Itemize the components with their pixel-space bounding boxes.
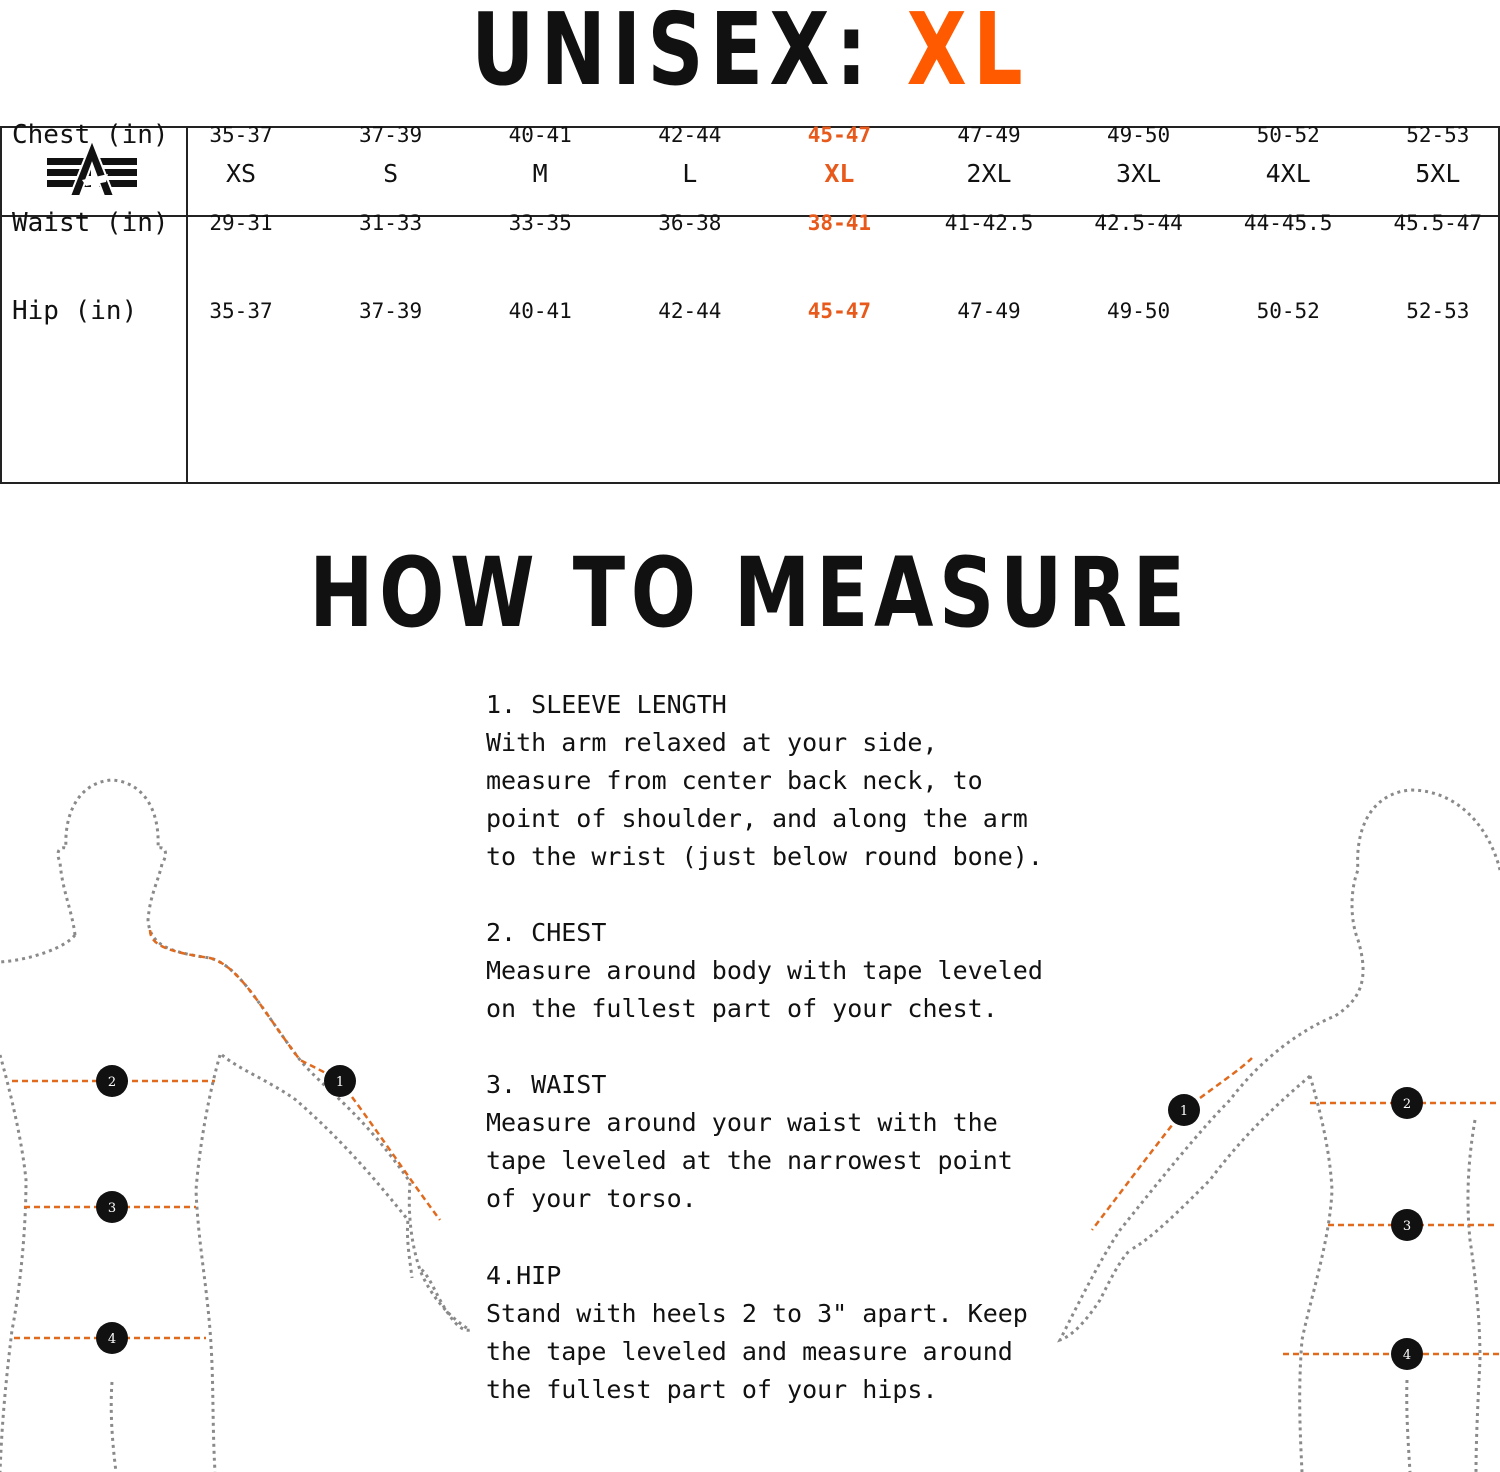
size-header-xl: XL bbox=[824, 159, 855, 188]
size-header-l: L bbox=[682, 159, 698, 188]
title-prefix: UNISEX: bbox=[471, 0, 874, 108]
instruction-line: measure from center back neck, to bbox=[486, 766, 983, 795]
instruction-waist bbox=[486, 1066, 1126, 1218]
table-cell: 47-49 bbox=[957, 299, 1021, 323]
instruction-sleeve bbox=[486, 686, 1126, 876]
size-header-5xl: 5XL bbox=[1415, 159, 1461, 188]
svg-text:2: 2 bbox=[107, 1075, 117, 1090]
instruction-line: to the wrist (just below round bone). bbox=[486, 842, 1043, 871]
instruction-line: of your torso. bbox=[486, 1184, 697, 1213]
table-cell: 45-47 bbox=[807, 299, 871, 323]
table-cell: 50-52 bbox=[1256, 299, 1320, 323]
male-tape-lines bbox=[12, 930, 440, 1338]
male-outline bbox=[0, 780, 470, 1472]
svg-text:2: 2 bbox=[1402, 1097, 1412, 1112]
table-cell: 33-35 bbox=[508, 211, 572, 235]
female-marker-3 bbox=[1391, 1209, 1423, 1241]
instruction-line: Stand with heels 2 to 3" apart. Keep bbox=[486, 1299, 1028, 1328]
row-label: Chest (in) bbox=[12, 120, 169, 150]
instruction-heading: 2. CHEST bbox=[486, 918, 607, 947]
table-cell: 40-41 bbox=[508, 123, 572, 147]
instruction-heading: 3. WAIST bbox=[486, 1070, 607, 1099]
male-marker-4 bbox=[96, 1322, 128, 1354]
table-cell: 31-33 bbox=[358, 211, 423, 235]
title-size: XL bbox=[906, 0, 1029, 108]
page-title bbox=[165, 0, 1335, 120]
instruction-line: Measure around your waist with the bbox=[486, 1108, 998, 1137]
table-cell: 45.5-47 bbox=[1393, 211, 1483, 235]
table-cell: 38-41 bbox=[807, 211, 871, 235]
instruction-chest bbox=[486, 914, 1126, 1028]
size-header-s: S bbox=[383, 159, 399, 188]
table-cell: 41-42.5 bbox=[944, 211, 1034, 235]
male-marker-1 bbox=[324, 1065, 356, 1097]
female-figure-diagram bbox=[1040, 780, 1500, 1472]
table-cell: 37-39 bbox=[358, 299, 423, 323]
svg-text:4: 4 bbox=[107, 1332, 117, 1347]
instruction-line: point of shoulder, and along the arm bbox=[486, 804, 1028, 833]
instruction-line: With arm relaxed at your side, bbox=[486, 728, 938, 757]
row-label: Waist (in) bbox=[12, 208, 169, 238]
female-marker-4 bbox=[1391, 1338, 1423, 1370]
male-figure-diagram bbox=[0, 770, 480, 1472]
instruction-line: on the fullest part of your chest. bbox=[486, 994, 998, 1023]
instruction-line: the tape leveled and measure around bbox=[486, 1337, 1013, 1366]
table-cell: 37-39 bbox=[358, 123, 423, 147]
table-cell: 50-52 bbox=[1256, 123, 1320, 147]
svg-text:1: 1 bbox=[335, 1075, 345, 1090]
male-marker-2 bbox=[96, 1065, 128, 1097]
table-cell: 52-53 bbox=[1406, 123, 1470, 147]
female-marker-1 bbox=[1168, 1094, 1200, 1126]
male-marker-3 bbox=[96, 1191, 128, 1223]
instruction-hip bbox=[486, 1257, 1126, 1409]
row-label: Hip (in) bbox=[12, 296, 138, 326]
size-chart-table bbox=[0, 120, 1500, 484]
size-header-2xl: 2XL bbox=[966, 159, 1012, 188]
svg-text:3: 3 bbox=[1402, 1219, 1412, 1234]
table-cell: 29-31 bbox=[209, 211, 273, 235]
table-cell: 49-50 bbox=[1106, 299, 1171, 323]
table-cell: 42.5-44 bbox=[1094, 211, 1183, 235]
size-header-xs: XS bbox=[225, 159, 257, 188]
svg-text:1: 1 bbox=[1179, 1104, 1189, 1119]
how-to-measure-title: HOW TO MEASURE bbox=[309, 537, 1191, 649]
female-outline bbox=[1060, 790, 1500, 1472]
instruction-heading: 4.HIP bbox=[486, 1261, 562, 1290]
table-cell: 36-38 bbox=[658, 211, 722, 235]
table-cell: 42-44 bbox=[658, 123, 722, 147]
measurement-label-column bbox=[2, 120, 188, 482]
instruction-heading: 1. SLEEVE LENGTH bbox=[486, 690, 727, 719]
instruction-line: Measure around body with tape leveled bbox=[486, 956, 1043, 985]
female-tape-lines bbox=[1092, 1058, 1500, 1354]
table-cell: 44-45.5 bbox=[1243, 211, 1333, 235]
instruction-line: tape leveled at the narrowest point bbox=[486, 1146, 1013, 1175]
svg-text:4: 4 bbox=[1402, 1348, 1412, 1363]
instruction-line: the fullest part of your hips. bbox=[486, 1375, 938, 1404]
size-header-m: M bbox=[532, 159, 548, 188]
svg-text:3: 3 bbox=[107, 1201, 117, 1216]
table-cell: 49-50 bbox=[1106, 123, 1171, 147]
table-cell: 35-37 bbox=[209, 123, 273, 147]
female-marker-2 bbox=[1391, 1087, 1423, 1119]
size-header-3xl: 3XL bbox=[1116, 159, 1162, 188]
table-cell: 52-53 bbox=[1406, 299, 1470, 323]
size-header-4xl: 4XL bbox=[1265, 159, 1311, 188]
table-cell: 45-47 bbox=[807, 123, 871, 147]
table-cell: 40-41 bbox=[508, 299, 572, 323]
table-cell: 42-44 bbox=[658, 299, 722, 323]
table-cell: 47-49 bbox=[957, 123, 1021, 147]
table-cell: 35-37 bbox=[209, 299, 273, 323]
